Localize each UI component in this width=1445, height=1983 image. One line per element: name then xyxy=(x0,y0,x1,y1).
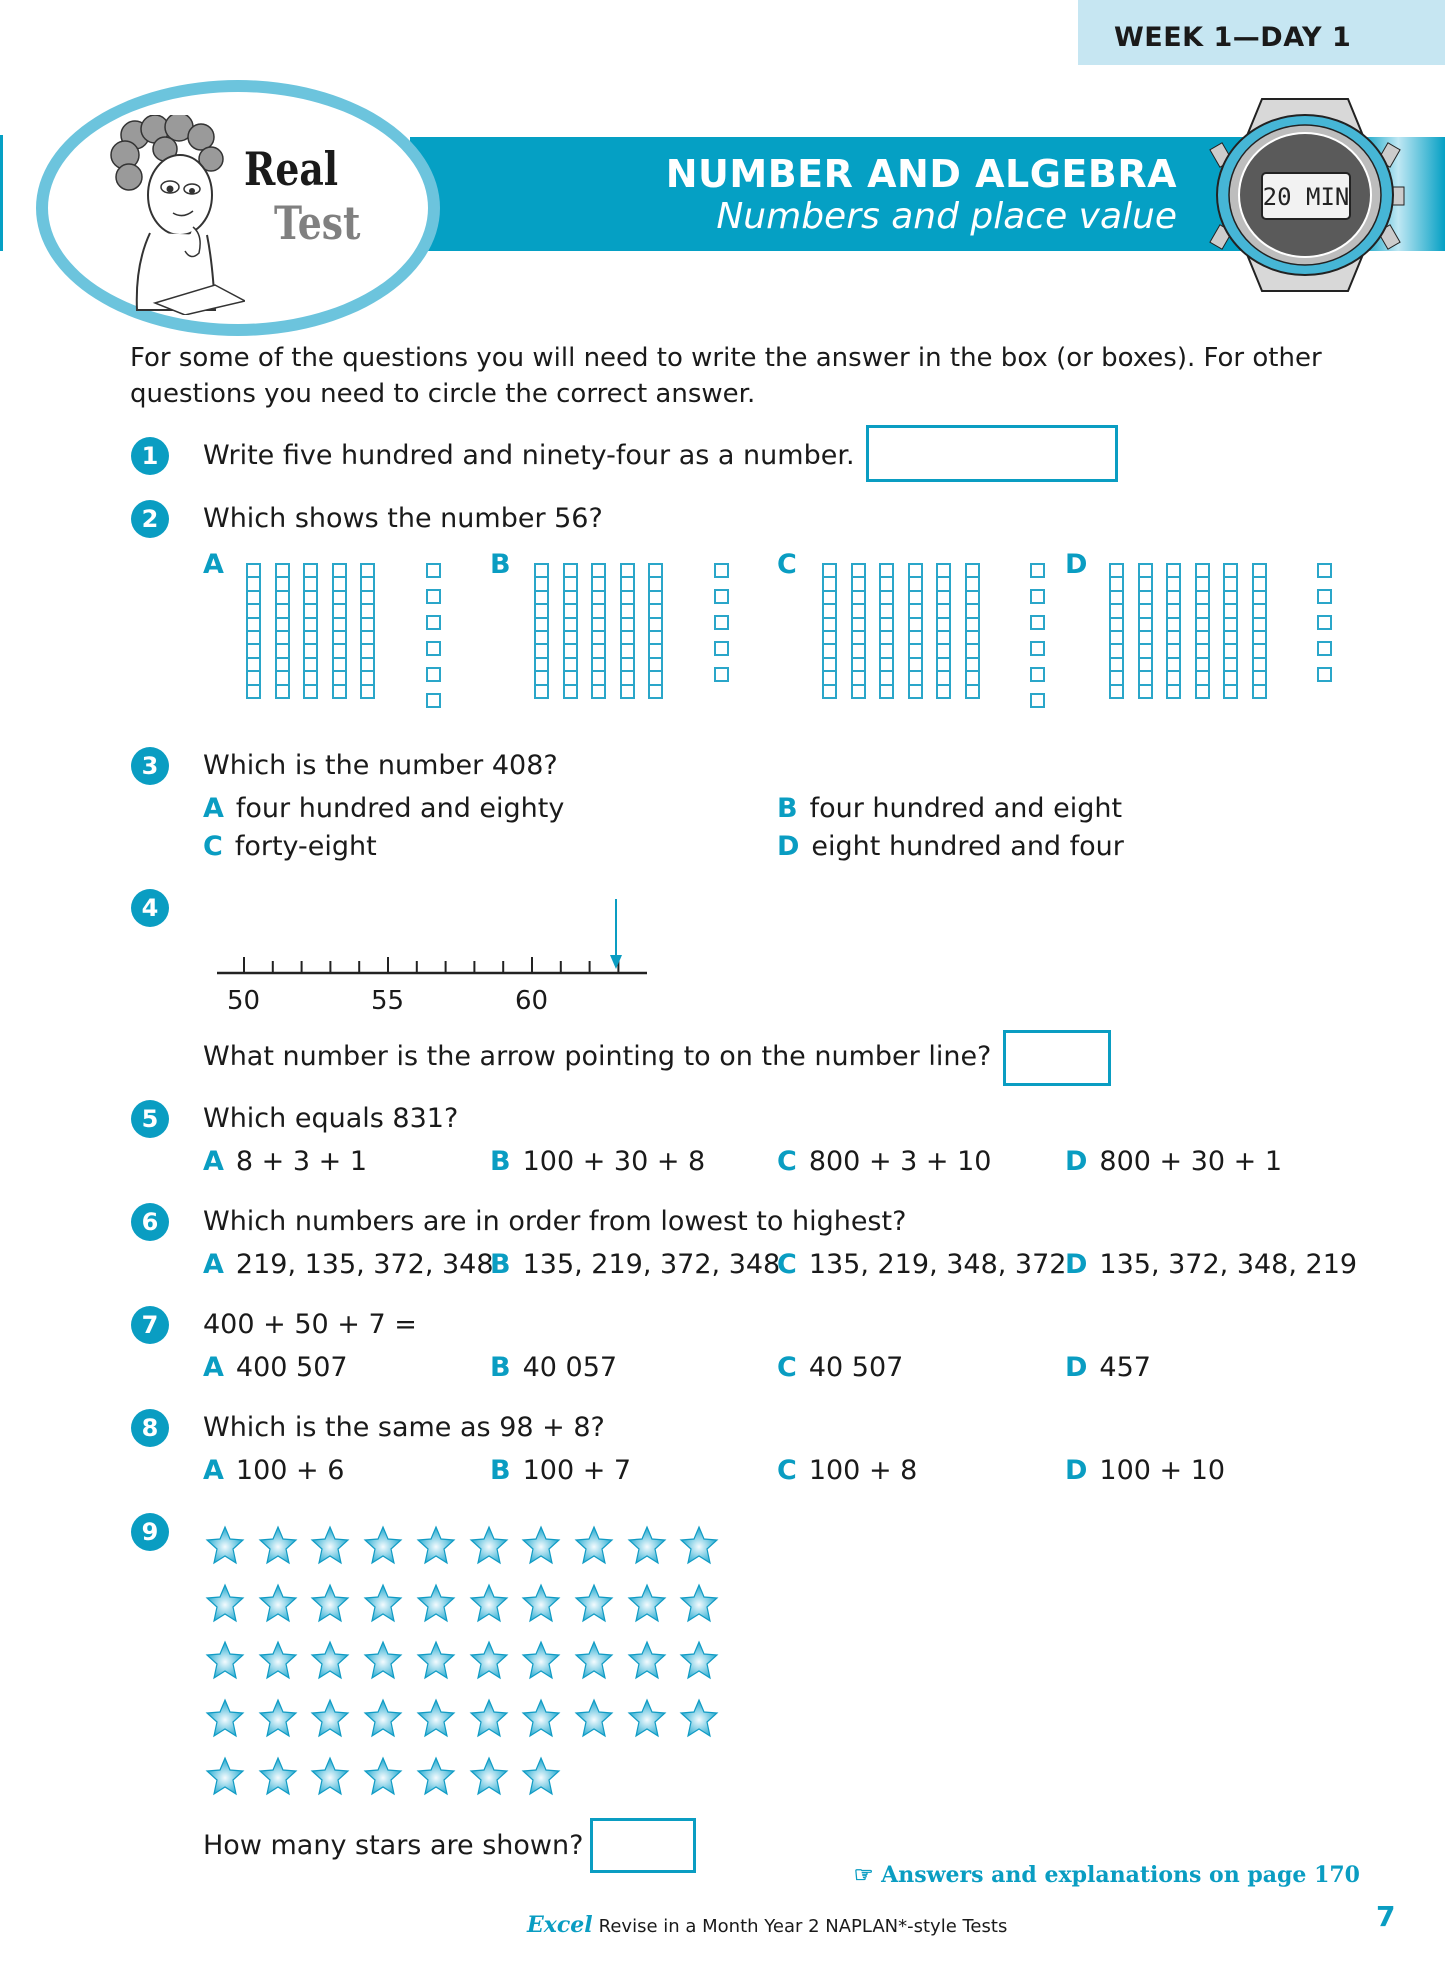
ones-cube xyxy=(426,667,441,682)
q3-option-b[interactable]: B four hundred and eight xyxy=(777,793,1123,824)
question-3-text: Which is the number 408? xyxy=(203,750,558,781)
star-icon xyxy=(469,1698,509,1738)
ones-cube xyxy=(1030,589,1045,604)
tens-rod xyxy=(563,563,578,699)
q8-option-d[interactable]: D 100 + 10 xyxy=(1065,1455,1226,1486)
ones-cube xyxy=(1030,563,1045,578)
ones-cube xyxy=(714,641,729,656)
ones-cube xyxy=(1030,615,1045,630)
star-icon xyxy=(205,1698,245,1738)
student-illustration-icon xyxy=(95,115,245,315)
tens-rod xyxy=(965,563,980,699)
ones-cube xyxy=(426,693,441,708)
question-number-3: 3 xyxy=(131,747,169,785)
star-icon xyxy=(416,1756,456,1796)
question-5-text: Which equals 831? xyxy=(203,1103,459,1134)
tens-rod xyxy=(648,563,663,699)
q3-option-a[interactable]: A four hundred and eighty xyxy=(203,793,565,824)
question-number-4: 4 xyxy=(131,889,169,927)
star-icon xyxy=(205,1756,245,1796)
pointing-hand-icon: ☞ xyxy=(853,1862,882,1888)
star-icon xyxy=(205,1640,245,1680)
star-icon xyxy=(310,1640,350,1680)
star-icon xyxy=(627,1698,667,1738)
star-icon xyxy=(258,1698,298,1738)
q2-option-d-label[interactable]: D xyxy=(1065,549,1088,580)
week-day-tag xyxy=(1078,0,1445,65)
star-icon xyxy=(627,1640,667,1680)
question-6-text: Which numbers are in order from lowest to highest? xyxy=(203,1206,907,1237)
q5-option-b[interactable]: B 100 + 30 + 8 xyxy=(490,1146,706,1177)
question-9-text: How many stars are shown? xyxy=(203,1830,584,1861)
star-icon xyxy=(416,1583,456,1623)
question-number-6: 6 xyxy=(131,1203,169,1241)
q6-option-a[interactable]: A 219, 135, 372, 348 xyxy=(203,1249,494,1280)
q8-option-a[interactable]: A 100 + 6 xyxy=(203,1455,345,1486)
star-icon xyxy=(310,1698,350,1738)
q6-option-b[interactable]: B 135, 219, 372, 348 xyxy=(490,1249,781,1280)
edge-bar xyxy=(0,135,3,251)
star-icon xyxy=(205,1583,245,1623)
q9-answer-box[interactable] xyxy=(590,1818,696,1873)
ones-cube xyxy=(714,615,729,630)
q7-option-d[interactable]: D 457 xyxy=(1065,1352,1151,1383)
star-icon xyxy=(574,1525,614,1565)
number-line-label-60: 60 xyxy=(515,986,549,1016)
question-number-2: 2 xyxy=(131,500,169,538)
tens-rod xyxy=(1252,563,1267,699)
number-line-label-55: 55 xyxy=(371,986,405,1016)
q6-option-d[interactable]: D 135, 372, 348, 219 xyxy=(1065,1249,1358,1280)
star-icon xyxy=(469,1583,509,1623)
q5-option-c[interactable]: C 800 + 3 + 10 xyxy=(777,1146,992,1177)
star-icon xyxy=(258,1583,298,1623)
tens-rod xyxy=(332,563,347,699)
number-line-label-50: 50 xyxy=(227,986,261,1016)
star-icon xyxy=(416,1698,456,1738)
q4-answer-box[interactable] xyxy=(1003,1030,1111,1086)
tens-rod xyxy=(1195,563,1210,699)
instructions: For some of the questions you will need to write the answer in the box (or boxes). For other questions you need to circle the correct answer. xyxy=(130,343,1322,409)
stopwatch-timer-icon xyxy=(1200,95,1410,295)
tens-rod xyxy=(822,563,837,699)
tens-rod xyxy=(303,563,318,699)
question-number-1: 1 xyxy=(131,437,169,475)
star-icon xyxy=(574,1640,614,1680)
star-icon xyxy=(310,1583,350,1623)
tens-rod xyxy=(360,563,375,699)
tens-rod xyxy=(591,563,606,699)
tens-rod xyxy=(908,563,923,699)
q3-option-d[interactable]: D eight hundred and four xyxy=(777,831,1124,862)
tens-rod xyxy=(936,563,951,699)
star-icon xyxy=(258,1640,298,1680)
tens-rod xyxy=(1223,563,1238,699)
q1-answer-box[interactable] xyxy=(866,425,1118,482)
ones-cube xyxy=(1030,667,1045,682)
q5-option-a[interactable]: A 8 + 3 + 1 xyxy=(203,1146,368,1177)
star-icon xyxy=(521,1698,561,1738)
tens-rod xyxy=(620,563,635,699)
star-icon xyxy=(416,1525,456,1565)
ones-cube xyxy=(714,589,729,604)
number-line-diagram xyxy=(210,895,660,985)
ones-cube xyxy=(714,563,729,578)
question-7-text: 400 + 50 + 7 = xyxy=(203,1309,417,1340)
ones-cube xyxy=(426,589,441,604)
ones-cube xyxy=(1317,615,1332,630)
svg-text:20 MIN: 20 MIN xyxy=(1262,183,1350,211)
star-icon xyxy=(310,1525,350,1565)
star-icon xyxy=(258,1756,298,1796)
question-number-7: 7 xyxy=(131,1306,169,1344)
q7-option-a[interactable]: A 400 507 xyxy=(203,1352,348,1383)
ones-cube xyxy=(1317,589,1332,604)
star-icon xyxy=(363,1583,403,1623)
tens-rod xyxy=(246,563,261,699)
star-icon xyxy=(363,1640,403,1680)
star-icon xyxy=(205,1525,245,1565)
footer xyxy=(527,1912,1007,1938)
question-number-9: 9 xyxy=(131,1513,169,1551)
q2-option-c-label[interactable]: C xyxy=(777,549,797,580)
ones-cube xyxy=(1030,641,1045,656)
star-icon xyxy=(363,1756,403,1796)
question-number-8: 8 xyxy=(131,1409,169,1447)
tens-rod xyxy=(1166,563,1181,699)
star-icon xyxy=(469,1525,509,1565)
week-day-label: WEEK 1—DAY 1 xyxy=(1114,22,1352,53)
q6-option-c[interactable]: C 135, 219, 348, 372 xyxy=(777,1249,1067,1280)
q8-option-c[interactable]: C 100 + 8 xyxy=(777,1455,918,1486)
star-icon xyxy=(363,1698,403,1738)
star-icon xyxy=(574,1583,614,1623)
badge-real-text: Real xyxy=(244,142,339,196)
section-title: NUMBER AND ALGEBRA xyxy=(665,152,1177,196)
ones-cube xyxy=(714,667,729,682)
q8-option-b[interactable]: B 100 + 7 xyxy=(490,1455,632,1486)
star-icon xyxy=(627,1583,667,1623)
section-subtitle: Numbers and place value xyxy=(716,196,1177,237)
question-2-text: Which shows the number 56? xyxy=(203,503,603,534)
q7-option-c[interactable]: C 40 507 xyxy=(777,1352,904,1383)
q5-option-d[interactable]: D 800 + 30 + 1 xyxy=(1065,1146,1283,1177)
tens-rod xyxy=(534,563,549,699)
star-icon xyxy=(679,1640,719,1680)
ones-cube xyxy=(1317,641,1332,656)
star-icon xyxy=(469,1756,509,1796)
star-icon xyxy=(521,1756,561,1796)
ones-cube xyxy=(426,563,441,578)
star-icon xyxy=(363,1525,403,1565)
question-4-text: What number is the arrow pointing to on the number line? xyxy=(203,1041,992,1072)
ones-cube xyxy=(1317,563,1332,578)
ones-cube xyxy=(1317,667,1332,682)
star-icon xyxy=(521,1583,561,1623)
star-icon xyxy=(521,1525,561,1565)
star-icon xyxy=(679,1583,719,1623)
star-icon xyxy=(521,1640,561,1680)
star-icon xyxy=(679,1525,719,1565)
badge-test-text: Test xyxy=(274,196,361,250)
tens-rod xyxy=(851,563,866,699)
star-icon xyxy=(310,1756,350,1796)
ones-cube xyxy=(1030,693,1045,708)
answers-reference: ☞ Answers and explanations on page 170 xyxy=(853,1862,1360,1888)
footer-brand: Excel xyxy=(527,1912,593,1938)
star-icon xyxy=(679,1698,719,1738)
q7-option-b[interactable]: B 40 057 xyxy=(490,1352,618,1383)
tens-rod xyxy=(879,563,894,699)
tens-rod xyxy=(1109,563,1124,699)
question-1-text: Write five hundred and ninety-four as a number. xyxy=(203,440,855,471)
star-icon xyxy=(627,1525,667,1565)
ones-cube xyxy=(426,641,441,656)
star-icon xyxy=(416,1640,456,1680)
question-8-text: Which is the same as 98 + 8? xyxy=(203,1412,605,1443)
star-icon xyxy=(469,1640,509,1680)
star-icon xyxy=(574,1698,614,1738)
q2-option-a-label[interactable]: A xyxy=(203,549,224,580)
tens-rod xyxy=(1138,563,1153,699)
tens-rod xyxy=(275,563,290,699)
q2-option-b-label[interactable]: B xyxy=(490,549,511,580)
q3-option-c[interactable]: C forty-eight xyxy=(203,831,377,862)
ones-cube xyxy=(426,615,441,630)
footer-title: Revise in a Month Year 2 NAPLAN*-style Tests xyxy=(598,1916,1008,1937)
question-number-5: 5 xyxy=(131,1100,169,1138)
star-icon xyxy=(258,1525,298,1565)
page-number: 7 xyxy=(1376,1900,1396,1933)
